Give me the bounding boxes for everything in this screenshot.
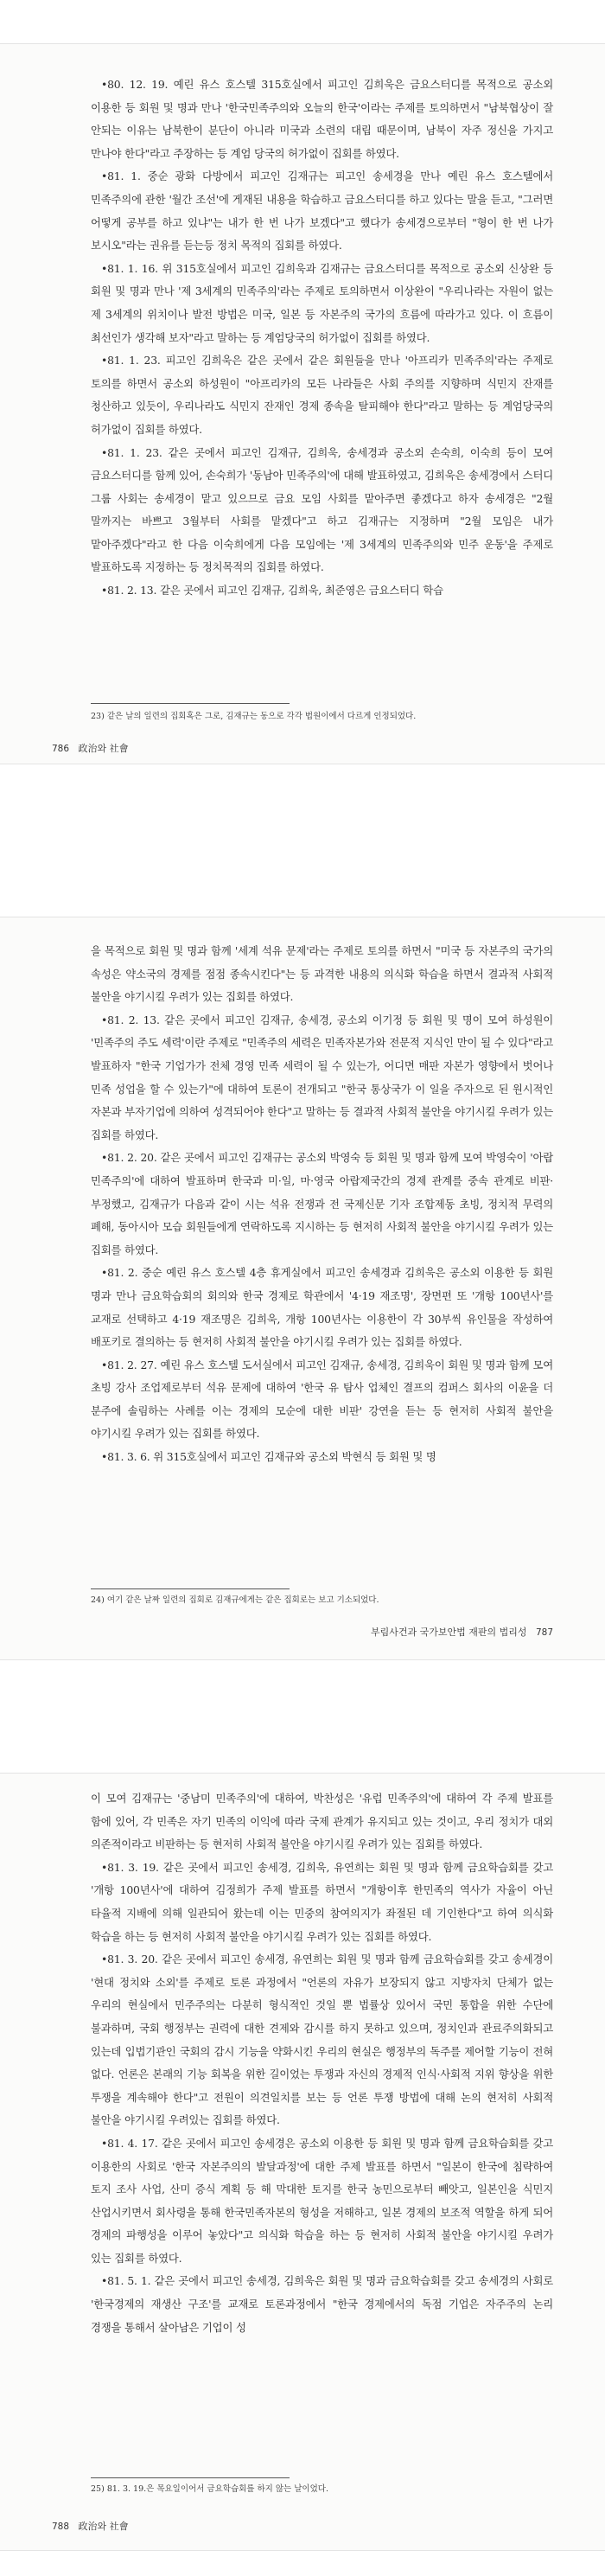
running-title: 政治와 社會 — [78, 743, 129, 754]
paragraph: •81. 1. 23. 같은 곳에서 피고인 김재규, 김희욱, 송세경과 공소외 손숙희, 이숙희 등이 모여 금요스터디를 함께 있어, 손숙희가 '동남아 민족주의'에 대해 발표하였고, 김희욱은 송세경에서 스터디 그룹 사회는 송세경이 맡고 있으므로 금요 모임 사회를 맡아주면 좋겠다고 하자 송세경은 "2월 말까지는 바쁘고 3월부터 사회를 맡겠다"고 하고 김재규는 지정하며 "2월 모임은 내가 맡아주겠다"라고 한 다음 이숙희에게 다음 모임에는 '제 3세계의 민족주의와 민주 운동'을 주제로 발표하도록 지정하는 등 정치목적의 집회를 하였다. — [91, 445, 553, 574]
paragraph: •81. 1. 23. 피고인 김희욱은 같은 곳에서 같은 회원들을 만나 '아프리카 민족주의'라는 주제로 토의를 하면서 공소외 하성원이 "아프리카의 모든 나라들은 사회 주의를 지향하며 식민지 잔재를 청산하고 있듯이, 우리나라도 식민지 잔재인 경제 종속을 탈피해야 한다"라고 말하는 등 계엄당국의 허가없이 집회를 하였다. — [91, 354, 553, 436]
body-text — [91, 74, 553, 603]
footnote-rule — [91, 703, 290, 704]
paragraph: •81. 4. 17. 같은 곳에서 피고인 송세경은 공소외 이용한 등 회원 및 명과 함께 금요학습회를 갖고 이용한의 사회로 '한국 자본주의의 발달과정'에 대한 주제 발표를 하면서 "일본이 한국에 침략하여 토지 조사 사업, 산미 증식 계획 등 해 막대한 토지를 한국 농민으로부터 빼앗고, 일본인을 식민지 산업시키면서 회사령을 통해 한국민족자본의 형성을 저해하고, 일본 경제의 보조적 역할을 하게 되어 경제의 파행성을 이루어 놓았다"고 의식화 학습을 하는 등 현저히 사회적 불안을 야기시킬 우려가 있는 집회를 하였다. — [91, 2136, 553, 2265]
footnote-rule — [91, 2477, 290, 2478]
paragraph: •81. 1. 중순 광화 다방에서 피고인 김재규는 피고인 송세경을 만나 예린 유스 호스텔에서 민족주의에 관한 '월간 조선'에 게재된 내용을 학습하고 금요스터디를 하고 있다는 말을 듣고, "그러면 어떻게 공부를 하고 있냐"는 내가 한 번 나가 보겠다"고 했다가 송세경으로부터 "형이 한 번 나가 보시오"라는 권유를 듣는등 정치 목적의 집회를 하였다. — [91, 169, 553, 252]
page-folio — [371, 1625, 553, 1639]
paragraph: •81. 2. 27. 예린 유스 호스텔 도서실에서 피고인 김재규, 송세경, 김희욱이 회원 및 명과 함께 모여 초빙 강사 조업제로부터 석유 문제에 대하여 '한국 유 탐사 업체인 결프의 컴퍼스 회사의 이윤을 더 분주에 솔림하는 사례를 이는 경제의 모순에 대한 비판' 강연을 듣는 등 현저히 사회적 불안을 야기시킬 우려가 있는 집회를 하였다. — [91, 1358, 553, 1441]
footnote: 25) 81. 3. 19.은 목요일이어서 금요학습회를 하지 않는 날이었다. — [91, 2484, 328, 2494]
paragraph: •81. 1. 16. 위 315호실에서 피고인 김희욱과 김재규는 금요스터디를 목적으로 공소외 신상완 등 회원 및 명과 만나 '제 3세계의 민족주의'라는 주제로 토의하면서 이상완이 "우리나라는 자원이 없는 제 3세계의 위치이나 발전 방법은 미국, 일본 등 자본주의 국가의 흐름에 따라가고 있다. 이 흐름이 최선인가 생각해 보자"라고 말하는 등 계엄당국의 허가없이 집회를 하였다. — [91, 261, 553, 344]
paragraph: •81. 5. 1. 같은 곳에서 피고인 송세경, 김희욱은 회원 및 명과 금요학습회를 갖고 송세경의 사회로 '한국경제의 재생산 구조'를 교재로 토론과정에서 "한국 경제에서의 독점 기업은 자주주의 논리 경쟁을 통해서 살아남은 기업이 성 — [91, 2274, 553, 2334]
document-page-788 — [0, 1773, 605, 2551]
footnote: 23) 같은 날의 일련의 집회혹은 그로, 김재규는 동으로 각각 법원이에서 다르게 인정되었다. — [91, 712, 417, 721]
document-page-787 — [0, 917, 605, 1660]
running-title: 政治와 社會 — [78, 2521, 129, 2532]
document-page-786 — [0, 43, 605, 764]
paragraph: •81. 2. 20. 같은 곳에서 피고인 김재규는 공소외 박영숙 등 회원 및 명과 함께 모여 박영숙이 '아랍 민족주의'에 대하여 발표하며 한국과 미·일, 마·영국 아랍제국간의 경제 관계를 중속 관계로 비판·부정했고, 김재규가 다음과 같이 시는 석유 전쟁과 전 국제신문 기자 조합제동 초빙, 정치적 무력의 폐해, 동아시아 모습 회원들에게 연락하도록 지시하는 등 현저히 사회적 불안을 야기시킬 우려가 있는 집회를 하였다. — [91, 1151, 553, 1256]
page-number: 788 — [52, 2522, 70, 2532]
paragraph: •81. 2. 13. 같은 곳에서 피고인 김재규, 김희욱, 최준영은 금요스터디 학습 — [101, 584, 443, 598]
body-text — [91, 1787, 553, 2339]
paragraph: •81. 3. 19. 같은 곳에서 피고인 송세경, 김희욱, 유연희는 회원 및 명과 함께 금요학습회를 갖고 '개항 100년사'에 대하여 김정희가 주제 발표를 하면서 "개항이후 한민족의 역사가 자율이 아닌 타율적 지배에 의해 일관되어 왔는데 이는 민중의 참여의지가 좌절된 데 기인한다"고 하여 의식화 학습을 하는 등 현저히 사회적 불안을 야기시킬 우려가 있는 집회를 하였다. — [91, 1860, 553, 1943]
page-folio — [52, 741, 129, 755]
page-folio — [52, 2519, 129, 2533]
page-number: 786 — [52, 744, 70, 754]
paragraph: •81. 2. 중순 예린 유스 호스텔 4층 휴게실에서 피고인 송세경과 김희욱은 공소외 이용한 등 회원 명과 만나 금요학습회의 회의와 한국 경제로 학관에서 '4·19 재조명', 장면편 또 '개항 100년사'를 교재로 선택하고 4·19 재조명은 김희욱, 개항 100년사는 이용한이 각 30부씩 유인물을 작성하여 배포키로 결의하는 등 현저히 사회적 불안을 야기시킬 우려가 있는 집회를 하였다. — [91, 1266, 553, 1349]
footnote-rule — [91, 1588, 290, 1589]
paragraph: •81. 2. 13. 같은 곳에서 피고인 김재규, 송세경, 공소외 이기정 등 회원 및 명이 모여 하성원이 '민족주의 주도 세력'이란 주제로 "민족주의 세력은 민족자본가와 전문적 지식인 만이 될 수 있다"라고 발표하자 "한국 기업가가 전체 경영 민족 세력이 될 수 있는가, 어디면 매판 자본가 영향에서 벗어나 민족 성업을 할 수 있는가"에 대하여 토론이 전개되고 "한국 통상국가 이 일을 주자으로 된 원시적인 자본과 부자기업에 의하여 성격되어야 한다"고 말하는 등 결과적 사회적 불안을 야기시킬 우려가 있는 집회를 하였다. — [91, 1013, 553, 1141]
footnote: 24) 여기 같은 날짜 일련의 집회로 김재규에게는 같은 집회로는 보고 기소되었다. — [91, 1595, 379, 1605]
paragraph: 이 모여 김재규는 '중남미 민족주의'에 대하여, 박찬성은 '유럽 민족주의'에 대하여 각 주제 발표를 함에 있어, 각 민족은 자기 민족의 이익에 따라 국제 관계가 유지되고 있는 것이고, 우리 정치가 대외 의존적이라고 비판하는 등 현저히 사회적 불안을 야기시킬 우려가 있는 집회를 하였다. — [91, 1792, 553, 1851]
paragraph: •81. 3. 20. 같은 곳에서 피고인 송세경, 유연희는 회원 및 명과 함께 금요학습회를 갖고 송세경이 '현대 정치와 소외'를 주제로 토론 과정에서 "언론의 자유가 보장되지 않고 지방자치 단체가 없는 우리의 현실에서 민주주의는 다분히 형식적인 것일 뿐 법률상 있어서 국민 통합을 위한 수단에 불과하며, 국회 행정부는 권력에 대한 견제와 감시를 하지 못하고 있으며, 정치인과 관료주의화되고 있는데 입법기관인 국회의 감시 기능을 약화시킨 우리의 현실은 행정부의 독주를 제어할 기능이 전혀 없다. 언론은 본래의 기능 회복을 위한 길이었는 투쟁과 자신의 경제적 인식·사회적 지위 향상을 위한 투쟁을 계속해야 한다"고 전원이 의견일치를 보는 등 언론 투쟁 방법에 대해 논의 현저히 사회적 불안을 야기시킬 우려있는 집회를 하였다. — [91, 1953, 553, 2127]
paragraph: •80. 12. 19. 예린 유스 호스텔 315호실에서 피고인 김희욱은 금요스터디를 목적으로 공소외 이용한 등 회원 및 명과 만나 '한국민족주의와 오늘의 한국'이라는 주제를 토의하면서 "남북협상이 잘 안되는 이유는 남북한이 분단이 아니라 미국과 소련의 대립 때문이며, 남북이 자주 정신을 가지고 만나야 한다"라고 주장하는 등 계엄 당국의 허가없이 집회를 하였다. — [91, 78, 553, 160]
page-number: 787 — [535, 1627, 553, 1638]
paragraph: •81. 3. 6. 위 315호실에서 피고인 김재규와 공소외 박현식 등 회원 및 명 — [101, 1450, 436, 1464]
body-text — [91, 940, 553, 1469]
running-title: 부림사건과 국가보안법 재판의 법리성 — [370, 1627, 527, 1638]
paragraph: 을 목적으로 회원 및 명과 함께 '세계 석유 문제'라는 주제로 토의를 하면서 "미국 등 자본주의 국가의 속성은 약소국의 경제를 점점 종속시킨다"는 등 과격한 내용의 의식화 학습을 하면서 결과적 사회적 불안을 야기시킬 우려가 있는 집회를 하였다. — [91, 944, 553, 1004]
